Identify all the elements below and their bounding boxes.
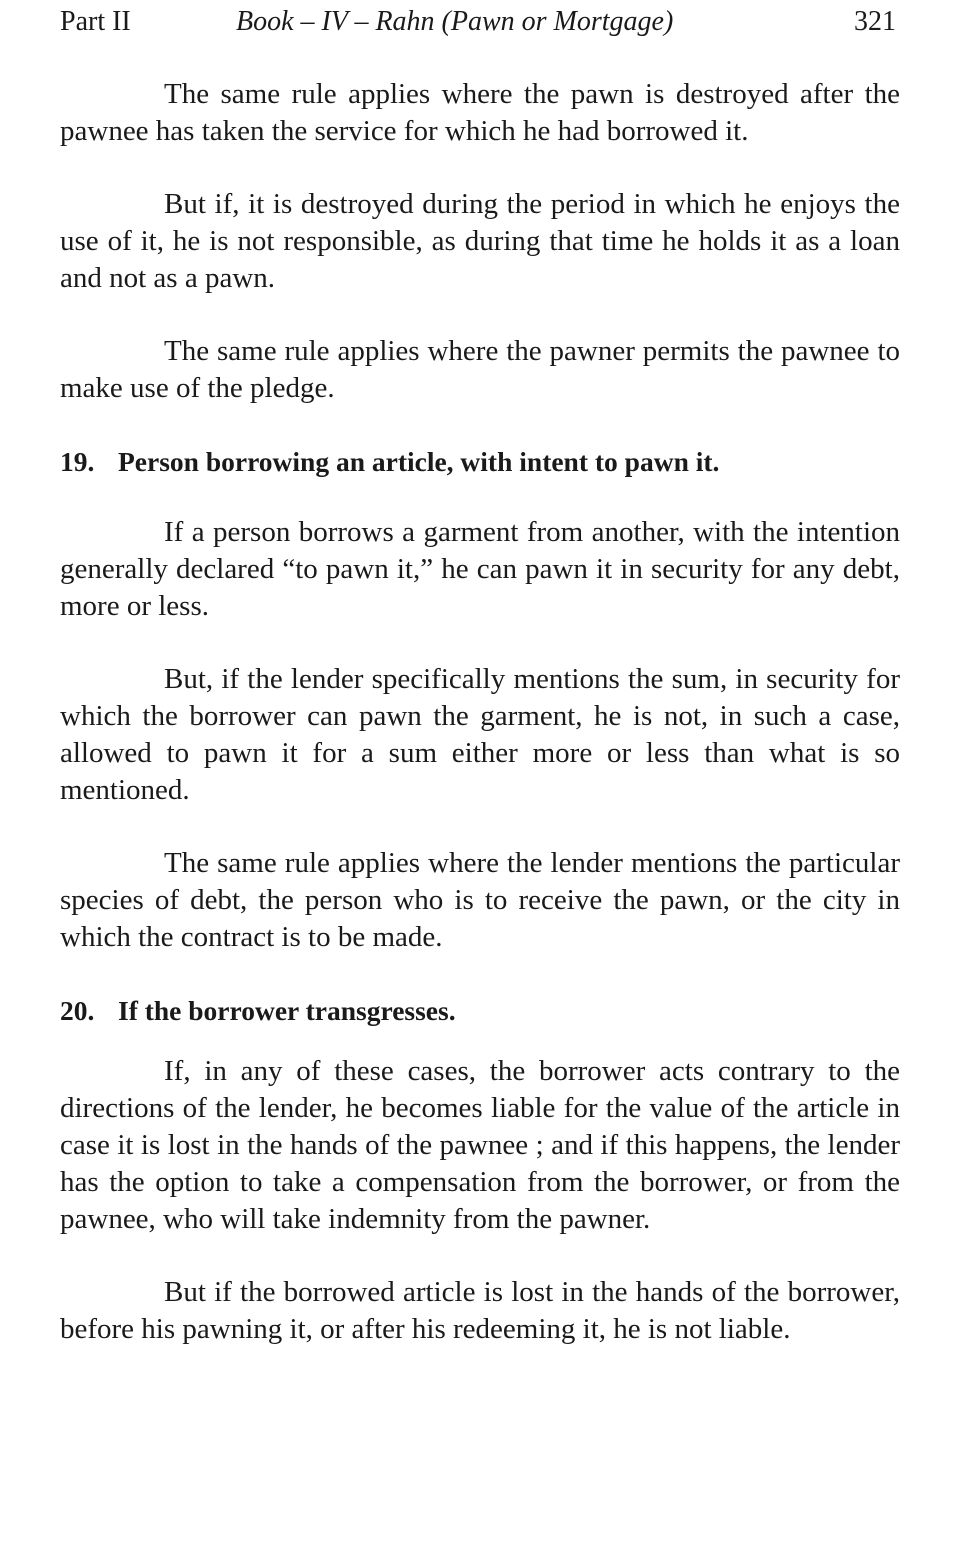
paragraph-pawner-permits-use: The same rule applies where the pawner permits the pawnee to make use of the pledge. [60, 335, 900, 404]
section-title: Person borrowing an article, with intent to pawn it. [118, 446, 720, 477]
paragraph-borrower-acts-contrary: If, in any of these cases, the borrower acts contrary to the directions of the lender, he becomes liable for the value of the article in case it is lost in the hands of the pawnee ; and if this happens, the lender has the option to take a compensation from the borrower, or from the pawnee, who will take indemnity from the pawner. [60, 1055, 900, 1235]
running-header [60, 4, 900, 40]
paragraph-lender-mentions-sum: But, if the lender specifically mentions the sum, in security for which the borrower can pawn the garment, he is not, in such a case, allowed to pawn it for a sum either more or less than what is so mentioned. [60, 663, 900, 806]
section-heading-19 [60, 443, 900, 480]
book-title: Book – IV – Rahn (Pawn or Mortgage) [236, 6, 674, 37]
section-number: 20. [60, 995, 95, 1026]
part-label: Part II [60, 6, 131, 37]
paragraph-lost-before-pawning: But if the borrowed article is lost in the hands of the borrower, before his pawning it, or after his redeeming it, he is not liable. [60, 1276, 900, 1345]
paragraph-borrow-garment: If a person borrows a garment from another, with the intention generally declared “to pawn it,” he can pawn it in security for any debt, more or less. [60, 516, 900, 622]
paragraph-destroyed-during-use: But if, it is destroyed during the period in which he enjoys the use of it, he is not responsible, as during that time he holds it as a loan and not as a pawn. [60, 188, 900, 294]
section-heading-20 [60, 992, 900, 1029]
section-number: 19. [60, 446, 95, 477]
paragraph-pawn-destroyed-after-service: The same rule applies where the pawn is destroyed after the pawnee has taken the service for which he had borrowed it. [60, 78, 900, 147]
body-text [60, 76, 900, 1348]
paragraph-lender-mentions-species: The same rule applies where the lender mentions the particular species of debt, the person who is to receive the pawn, or the city in which the contract is to be made. [60, 847, 900, 953]
page-number: 321 [854, 6, 896, 37]
section-title: If the borrower transgresses. [118, 995, 456, 1026]
